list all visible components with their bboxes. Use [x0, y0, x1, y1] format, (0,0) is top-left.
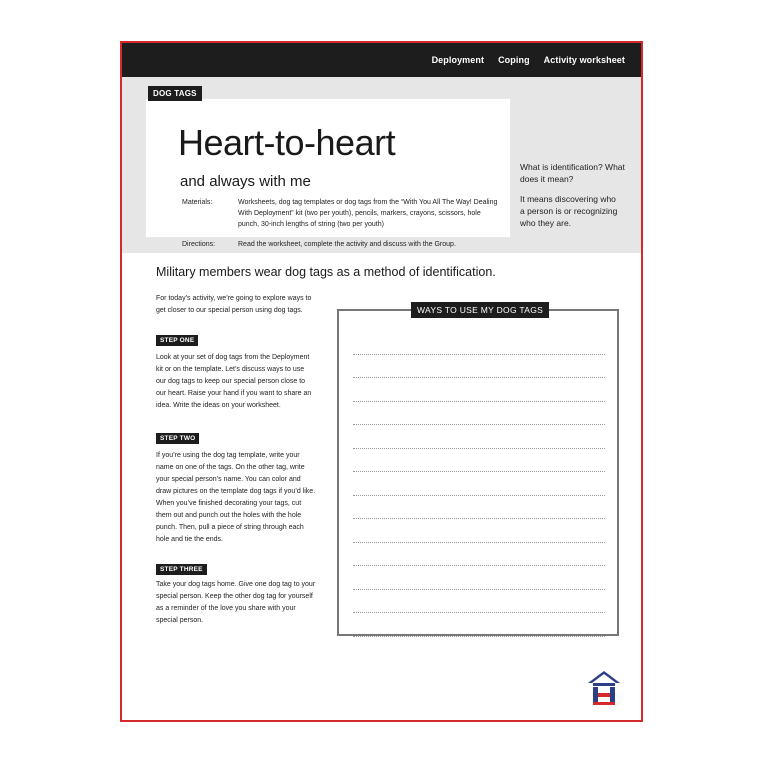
writing-line[interactable]	[353, 425, 605, 449]
writing-line[interactable]	[353, 449, 605, 473]
writing-line[interactable]	[353, 543, 605, 567]
directions-row	[182, 239, 502, 251]
directions-value: Read the worksheet, complete the activity and discuss with the Group.	[238, 241, 456, 248]
step-two-text: If you’re using the dog tag template, write your name on one of the tags. On the other tag, write your special person’s name. You can color and draw pictures on the template dog tags if you’d like. When you’ve finished decorating your tags, cut them out and punch out the holes with the hole punch. Then, pull a piece of string through each hole and tie the ends.	[156, 452, 316, 543]
step-one-label: STEP ONE	[156, 335, 198, 346]
writing-line[interactable]	[353, 496, 605, 520]
directions-label: Directions:	[182, 241, 216, 248]
step-three-text: Take your dog tags home. Give one dog tag to your special person. Keep the other dog tag for yourself as a reminder of the love you share with your special person.	[156, 581, 316, 624]
writing-line[interactable]	[353, 590, 605, 614]
section-heading: Military members wear dog tags as a method of identification.	[156, 265, 496, 279]
writing-line[interactable]	[353, 355, 605, 379]
step-two-label: STEP TWO	[156, 433, 199, 444]
writing-line[interactable]	[353, 566, 605, 590]
materials-label: Materials:	[182, 199, 213, 206]
nav-link-activity-worksheet[interactable]: Activity worksheet	[543, 55, 625, 65]
nav-link-coping[interactable]: Coping	[498, 55, 530, 65]
step-three-label: STEP THREE	[156, 564, 207, 575]
sidebar-question: What is identification? What does it mean?	[520, 162, 625, 184]
writing-line[interactable]	[353, 378, 605, 402]
materials-row	[182, 197, 502, 233]
nav-link-deployment[interactable]: Deployment	[431, 55, 485, 65]
step-one-text: Look at your set of dog tags from the Deployment kit or on the template. Let’s discuss ways to use our dog tags to keep our special person close to our heart. Raise your hand if you want to share an idea. Write the ideas on your worksheet.	[156, 354, 312, 409]
worksheet-page	[120, 41, 643, 722]
writing-line[interactable]	[353, 331, 605, 355]
materials-value: Worksheets, dog tag templates or dog tags from the “With You All The Way! Dealing With Deployment” kit (two per youth), pencils, markers, crayons, scissors, hole punch, 30-inch lengths of string (two per youth)	[238, 199, 498, 228]
category-badge: DOG TAGS	[148, 86, 202, 101]
ways-to-use-box	[337, 305, 619, 636]
page-subtitle: and always with me	[180, 173, 311, 190]
header-band	[122, 77, 641, 253]
sidebar-answer: It means discovering who a person is or recognizing who they are.	[520, 194, 618, 228]
title-card	[146, 99, 510, 248]
ways-to-use-title: WAYS TO USE MY DOG TAGS	[411, 302, 549, 318]
writing-line[interactable]	[353, 402, 605, 426]
writing-line[interactable]	[353, 613, 605, 637]
writing-lines	[353, 331, 605, 637]
top-nav-bar	[122, 43, 641, 77]
house-logo-icon	[586, 669, 622, 707]
page-title: Heart-to-heart	[178, 122, 396, 163]
intro-text: For today’s activity, we’re going to explore ways to get closer to our special person using dog tags.	[156, 295, 312, 314]
writing-line[interactable]	[353, 519, 605, 543]
writing-line[interactable]	[353, 472, 605, 496]
